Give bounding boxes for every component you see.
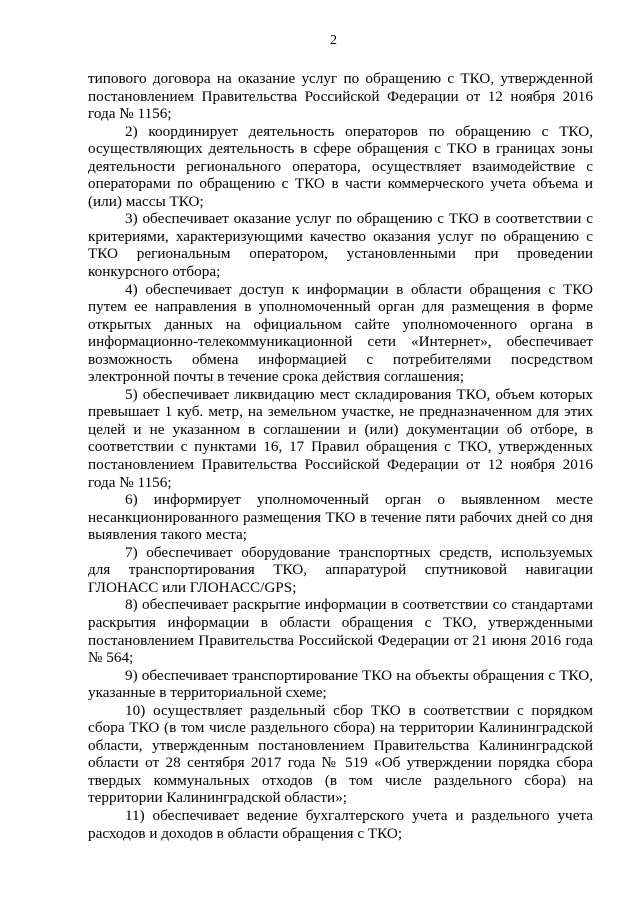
- paragraph-item-4: 4) обеспечивает доступ к информации в области обращения с ТКО путем ее направления в уполномоченный орган для размещения в форме открытых данных на официальном сайте уполномоченного органа в информационно-телекоммуникационной сети «Интернет», обеспечивает возможность обмена информацией с потребителями посредством электронной почты в течение срока действия соглашения;: [88, 280, 593, 386]
- paragraph-continuation: типового договора на оказание услуг по обращению с ТКО, утвержденной постановлением Правительства Российской Федерации от 12 ноября 2016 года № 1156;: [88, 70, 593, 123]
- paragraph-item-3: 3) обеспечивает оказание услуг по обращению с ТКО в соответствии с критериями, характеризующими качество оказания услуг по обращению с ТКО региональным оператором, установленными при проведении конкурсного отбора;: [88, 210, 593, 281]
- paragraph-item-2: 2) координирует деятельность операторов по обращению с ТКО, осуществляющих деятельность в сфере обращения с ТКО в границах зоны деятельности регионального оператора, осуществляет взаимодействие с операторами по обращению с ТКО в части коммерческого учета объема и (или) массы ТКО;: [88, 122, 593, 210]
- paragraph-item-5: 5) обеспечивает ликвидацию мест складирования ТКО, объем которых превышает 1 куб. метр, на земельном участке, не предназначенном для этих целей и не указанном в соглашении и (или) документации об отборе, в соответствии с пунктами 16, 17 Правил обращения с ТКО, утвержденных постановлением Правительства Российской Федерации от 12 ноября 2016 года № 1156;: [88, 385, 593, 491]
- paragraph-item-8: 8) обеспечивает раскрытие информации в соответствии со стандартами раскрытия информации в области обращения с ТКО, утвержденными постановлением Правительства Российской Федерации от 21 июня 2016 года № 564;: [88, 596, 593, 667]
- paragraph-item-6: 6) информирует уполномоченный орган о выявленном месте несанкционированного размещения ТКО в течение пяти рабочих дней со дня выявления такого места;: [88, 491, 593, 544]
- paragraph-item-9: 9) обеспечивает транспортирование ТКО на объекты обращения с ТКО, указанные в территориальной схеме;: [88, 666, 593, 702]
- paragraph-item-10: 10) осуществляет раздельный сбор ТКО в соответствии с порядком сбора ТКО (в том числе раздельного сбора) на территории Калининградской области, утвержденным постановлением Правительства Калининградской области от 28 сентября 2017 года № 519 «Об утверждении порядка сбора твердых коммунальных отходов (в том числе раздельного сбора) на территории Калининградской области»;: [88, 701, 593, 807]
- page-number: 2: [330, 33, 337, 48]
- paragraph-item-11: 11) обеспечивает ведение бухгалтерского учета и раздельного учета расходов и доходов в области обращения с ТКО;: [88, 806, 593, 842]
- paragraph-item-7: 7) обеспечивает оборудование транспортных средств, используемых для транспортирования ТКО, аппаратурой спутниковой навигации ГЛОНАСС или ГЛОНАСС/GPS;: [88, 543, 593, 596]
